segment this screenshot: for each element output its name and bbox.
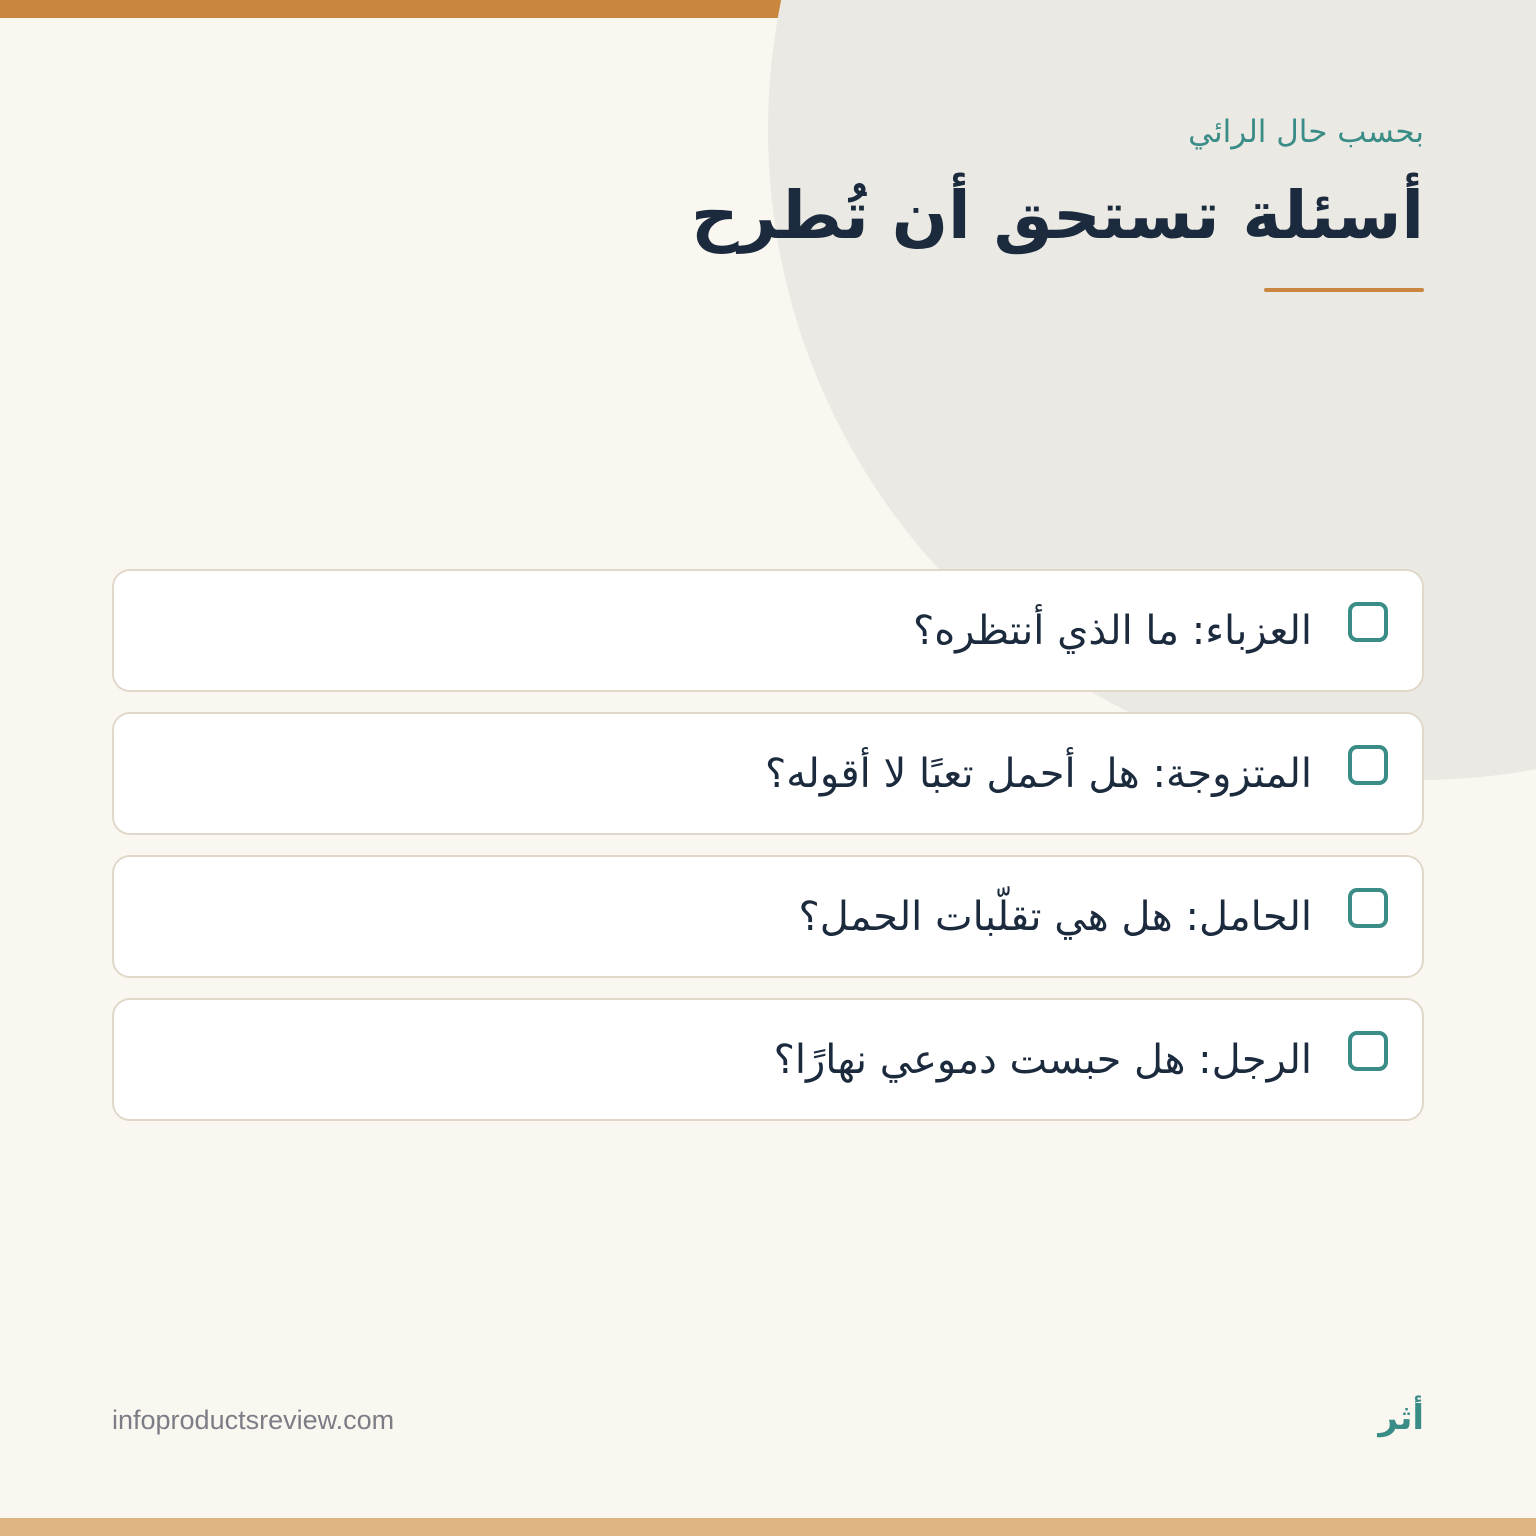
question-card[interactable]: [112, 712, 1424, 835]
question-text: الرجل: هل حبست دموعي نهارًا؟: [773, 1037, 1312, 1083]
checkbox-icon[interactable]: [1348, 602, 1388, 642]
question-card[interactable]: [112, 998, 1424, 1121]
page-title: أسئلة تستحق أن تُطرح: [691, 177, 1424, 254]
footer-url: infoproductsreview.com: [112, 1405, 395, 1435]
checkbox-icon[interactable]: [1348, 745, 1388, 785]
question-list: [112, 569, 1424, 1141]
brand-logo: أثر: [1378, 1398, 1424, 1438]
subtitle: بحسب حال الرائي: [1188, 114, 1424, 150]
title-underline: [1264, 288, 1424, 292]
question-text: العزباء: ما الذي أنتظره؟: [912, 608, 1312, 654]
question-text: الحامل: هل هي تقلّبات الحمل؟: [798, 894, 1312, 940]
checkbox-icon[interactable]: [1348, 888, 1388, 928]
question-text: المتزوجة: هل أحمل تعبًا لا أقوله؟: [764, 751, 1312, 797]
bottom-accent-bar: [0, 1518, 1536, 1536]
question-card[interactable]: [112, 855, 1424, 978]
question-card[interactable]: [112, 569, 1424, 692]
header: [424, 108, 1424, 264]
checkbox-icon[interactable]: [1348, 1031, 1388, 1071]
